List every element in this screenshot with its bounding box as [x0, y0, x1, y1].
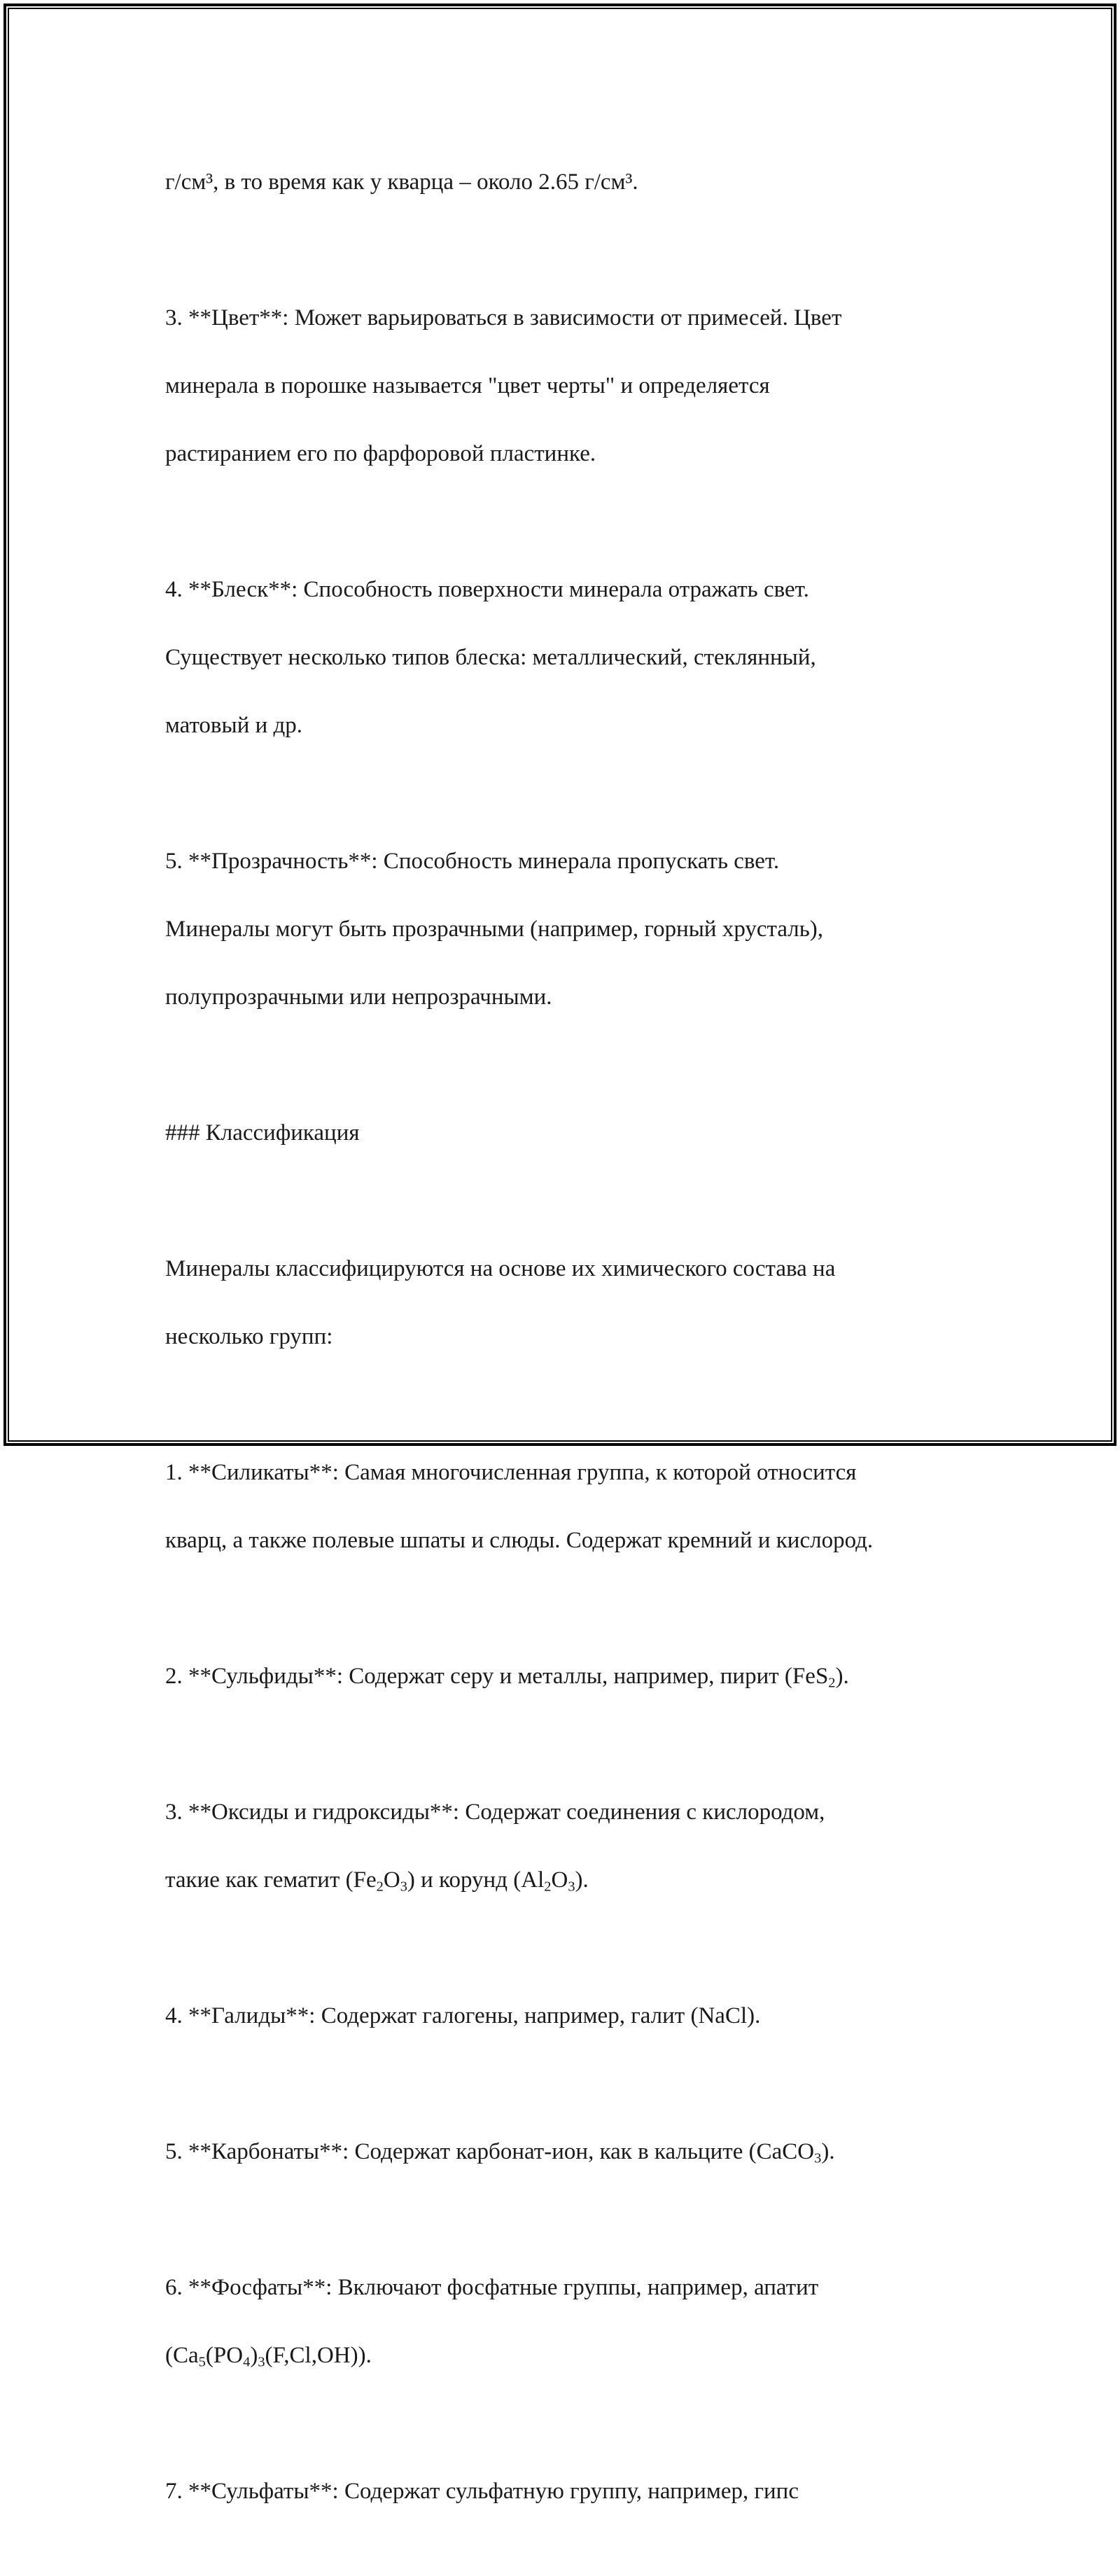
list-item-oxides — [165, 1761, 991, 1931]
text-line: г/см³, в то время как у кварца – около 2.65 г/см³. — [165, 169, 638, 195]
text-line: растиранием его по фарфоровой пластинке. — [165, 440, 596, 466]
text-line: 3. **Оксиды и гидроксиды**: Содержат соединения с кислородом, — [165, 1799, 825, 1825]
text-line: минерала в порошке называется "цвет черты" и определяется — [165, 373, 770, 398]
text-line: $(Ca_5(PO_4)_3(F,Cl,OH))$. — [165, 2342, 372, 2370]
paragraph-classification-intro — [165, 1218, 991, 1388]
paragraph-color — [165, 267, 991, 505]
document-body — [165, 131, 991, 2576]
text-line: Минералы могут быть прозрачными (например, горный хрусталь), — [165, 916, 824, 942]
text-line: 7. **Сульфаты**: Содержат сульфатную группу, например, гипс — [165, 2478, 799, 2504]
text-line: 1. **Силикаты**: Самая многочисленная группа, к которой относится — [165, 1459, 857, 1485]
list-item-phosphates — [165, 2236, 991, 2407]
list-item-sulfides — [165, 1625, 991, 1727]
text-line: кварц, а также полевые шпаты и слюды. Содержат кремний и кислород. — [165, 1527, 874, 1553]
list-item-silicates — [165, 1421, 991, 1592]
paragraph-transparency — [165, 810, 991, 1048]
text-line: несколько групп: — [165, 1323, 333, 1349]
text-line: 6. **Фосфаты**: Включают фосфатные группы, например, апатит — [165, 2274, 819, 2300]
text-line: Минералы классифицируются на основе их химического состава на — [165, 1255, 836, 1281]
paragraph-luster — [165, 538, 991, 777]
text-line: ### Классификация — [165, 1120, 360, 1146]
text-line: 2. **Сульфиды**: Содержат серу и металлы, например, пирит (FeS$_2$). — [165, 1663, 849, 1691]
section-heading-classification — [165, 1082, 991, 1184]
text-line: такие как гематит $(Fe_2O_3)$ и корунд $(Al_2O_3)$. — [165, 1867, 589, 1895]
text-line: полупрозрачными или непрозрачными. — [165, 984, 552, 1010]
list-item-carbonates — [165, 2101, 991, 2203]
text-line: 5. **Прозрачность**: Способность минерала пропускать свет. — [165, 848, 780, 874]
list-item-sulfates — [165, 2440, 991, 2542]
text-line: 3. **Цвет**: Может варьироваться в зависимости от примесей. Цвет — [165, 305, 842, 330]
text-line: 4. **Блеск**: Способность поверхности минерала отражать свет. — [165, 576, 809, 602]
list-item-halides — [165, 1965, 991, 2067]
text-line: 5. **Карбонаты**: Содержат карбонат-ион, как в кальците (CaCO$_3$). — [165, 2138, 835, 2166]
text-line: 4. **Галиды**: Содержат галогены, например, галит (NaCl). — [165, 2003, 761, 2028]
paragraph-density-tail — [165, 131, 991, 233]
text-line: матовый и др. — [165, 712, 303, 738]
text-line: Существует несколько типов блеска: металлический, стеклянный, — [165, 644, 816, 670]
